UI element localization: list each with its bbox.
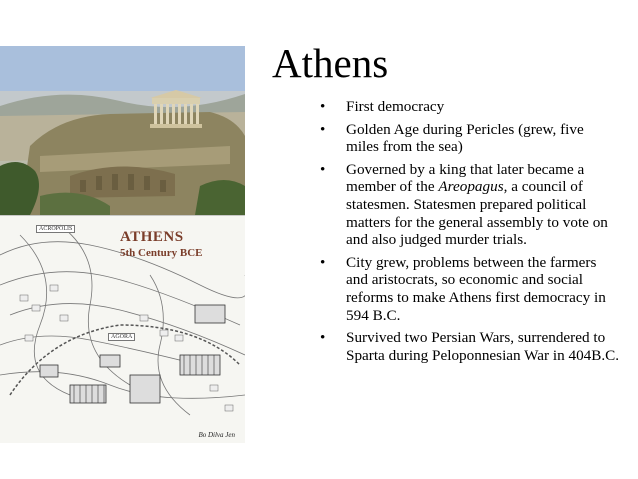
- bullet-list: [320, 98, 620, 369]
- bullet-text: Survived two Persian Wars, surrendered to Sparta during Peloponnesian War in 404B.C.: [346, 329, 620, 364]
- bullet-text: City grew, problems between the farmers and aristocrats, so economic and social reforms to make Athens first democracy in 594 B.C.: [346, 253, 606, 324]
- bullet-text-post: , a council of statesmen. Statesmen prepared political matters for the general assembly to vote on and also judged murder trials.: [346, 178, 608, 249]
- bullet-item: [320, 98, 620, 116]
- bullet-dot: •: [320, 253, 326, 271]
- athens-map-illustration: [0, 215, 245, 443]
- bullet-dot: •: [320, 120, 326, 138]
- bullet-text: [346, 161, 608, 248]
- bullet-text-pre: Governed by a king that later became a member of the: [346, 160, 585, 196]
- areopagus-term: Areopagus: [438, 178, 504, 196]
- bullet-dot: •: [320, 98, 326, 115]
- bullet-dot: •: [320, 329, 326, 347]
- map-title: ATHENS: [120, 229, 184, 245]
- acropolis-photo: [0, 46, 245, 215]
- slide-title: Athens: [272, 40, 389, 86]
- bullet-item: [320, 121, 620, 156]
- bullet-item: [320, 329, 620, 364]
- bullet-text: Golden Age during Pericles (grew, five miles from the sea): [346, 120, 584, 156]
- bullet-item: [320, 161, 620, 249]
- map-tag-acropolis: ACROPOLIS: [36, 225, 75, 233]
- map-tag-agora: AGORA: [108, 333, 135, 341]
- bullet-text: First democracy: [346, 98, 445, 115]
- bullet-dot: •: [320, 160, 326, 178]
- map-subtitle: 5th Century BCE: [120, 247, 203, 259]
- bullet-item: [320, 254, 620, 324]
- map-credit: Bo Dilva Jen: [198, 431, 235, 439]
